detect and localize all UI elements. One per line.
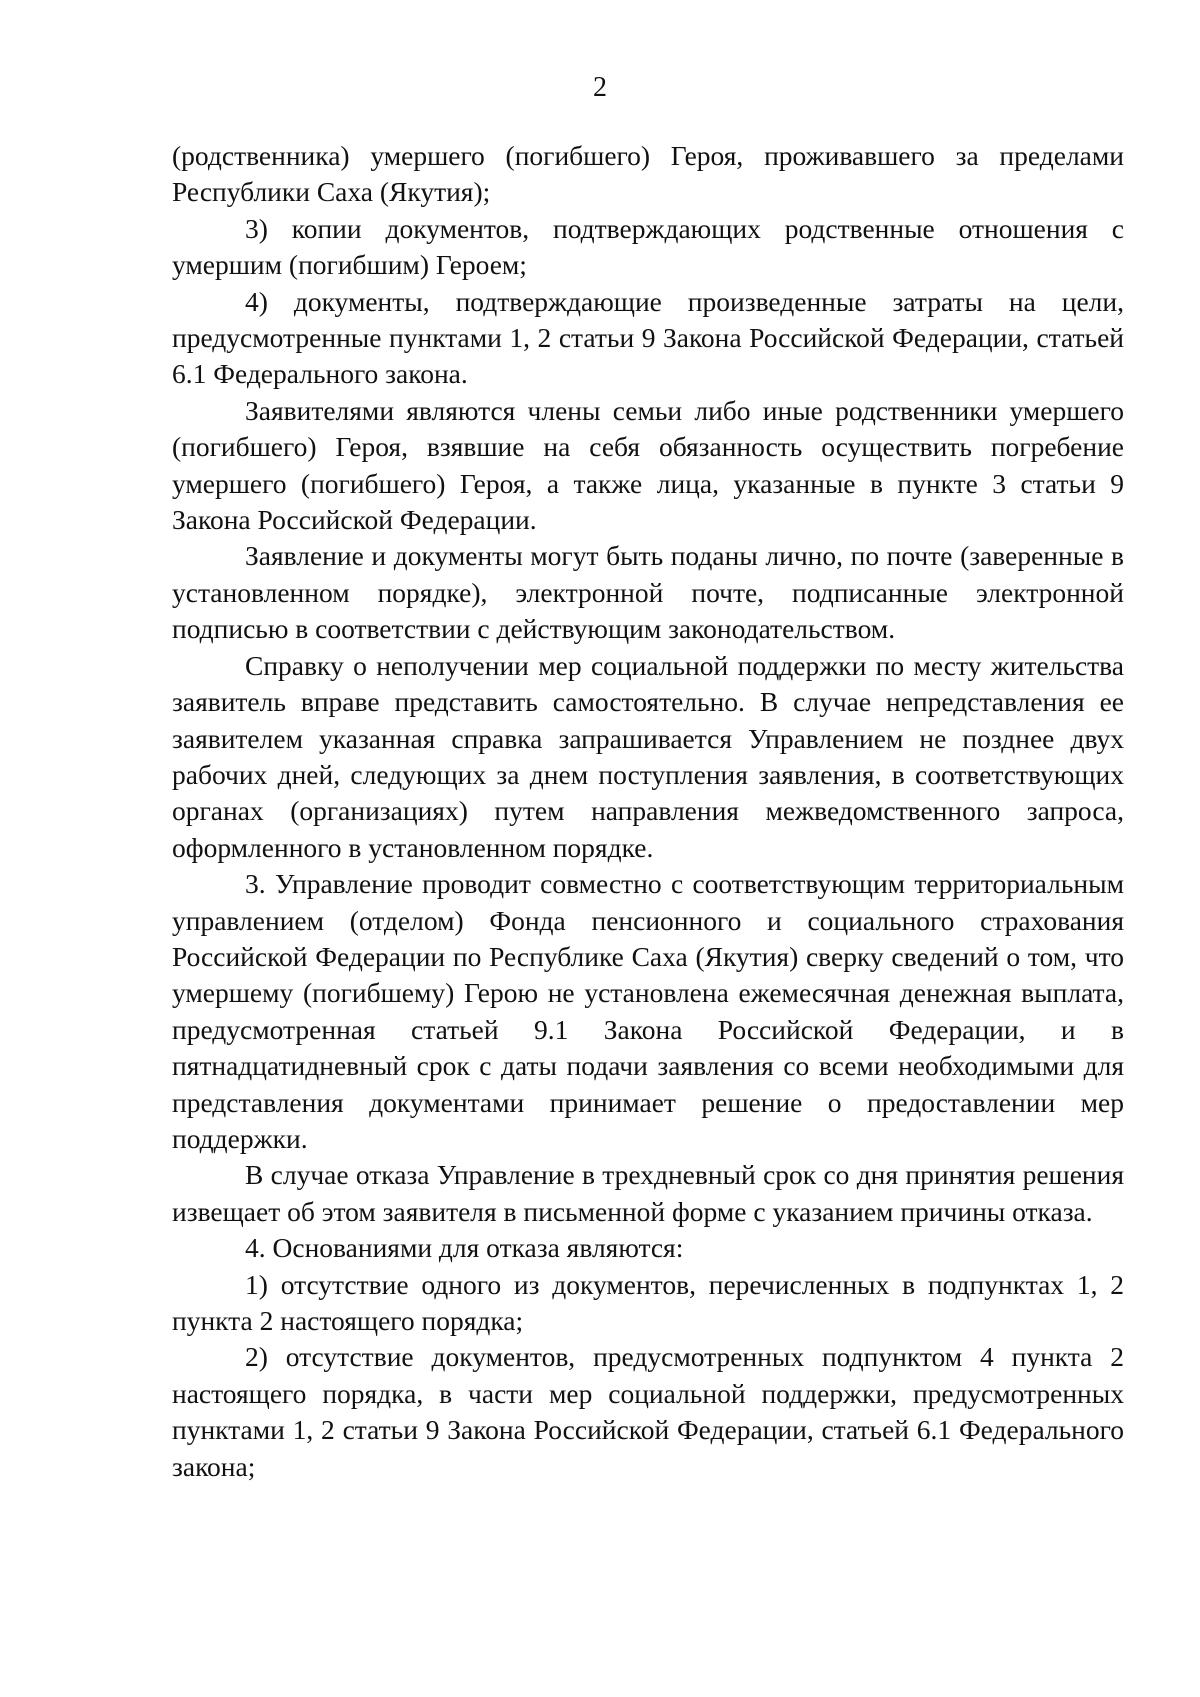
paragraph-section-3: 3. Управление проводит совместно с соответствующим территориальным управлением (отделом) Фонда пенсионного и социального страхования Российской Федерации по Республике Саха (Якутия) сверку сведений о том, что умершему (погибшему) Герою не установлена ежемесячная денежная выплата, предусмотренная статьей 9.1 Закона Российской Федерации, и в пятнадцатидневный срок с даты подачи заявления со всеми необходимыми для представления документами принимает решение о предоставлении мер поддержки. bbox=[172, 868, 1124, 1154]
paragraph-continuation: (родственника) умершего (погибшего) Героя, проживавшего за пределами Республики Саха (Якутия); bbox=[172, 140, 1124, 208]
paragraph-refusal-notice: В случае отказа Управление в трехдневный срок со дня принятия решения извещает об этом заявителя в письменной форме с указанием причины отказа. bbox=[172, 1159, 1124, 1227]
page-number: 2 bbox=[593, 72, 607, 103]
paragraph-item-4: 4) документы, подтверждающие произведенные затраты на цели, предусмотренные пунктами 1, 2 статьи 9 Закона Российской Федерации, статьей 6.1 Федерального закона. bbox=[172, 285, 1124, 390]
paragraph-section-4: 4. Основаниями для отказа являются: bbox=[245, 1232, 684, 1264]
paragraph-refusal-ground-1: 1) отсутствие одного из документов, перечисленных в подпунктах 1, 2 пункта 2 настоящего порядка; bbox=[172, 1268, 1124, 1336]
paragraph-applicants: Заявителями являются члены семьи либо иные родственники умершего (погибшего) Героя, взявшие на себя обязанность осуществить погребение умершего (погибшего) Героя, а также лица, указанные в пункте 3 статьи 9 Закона Российской Федерации. bbox=[172, 394, 1124, 536]
paragraph-certificate: Справку о неполучении мер социальной поддержки по месту жительства заявитель вправе представить самостоятельно. В случае непредставления ее заявителем указанная справка запрашивается Управлением не позднее двух рабочих дней, следующих за днем поступления заявления, в соответствующих органах (организациях) путем направления межведомственного запроса, оформленного в установленном порядке. bbox=[172, 649, 1124, 863]
document-body bbox=[172, 138, 1124, 1485]
paragraph-item-3: 3) копии документов, подтверждающих родственные отношения с умершим (погибшим) Героем; bbox=[172, 212, 1124, 281]
paragraph-refusal-ground-2: 2) отсутствие документов, предусмотренных подпунктом 4 пункта 2 настоящего порядка, в части мер социальной поддержки, предусмотренных пунктами 1, 2 статьи 9 Закона Российской Федерации, статьей 6.1 Федерального закона; bbox=[172, 1341, 1124, 1482]
paragraph-submission: Заявление и документы могут быть поданы лично, по почте (заверенные в установленном порядке), электронной почте, подписанные электронной подписью в соответствии с действующим законодательством. bbox=[172, 540, 1124, 645]
